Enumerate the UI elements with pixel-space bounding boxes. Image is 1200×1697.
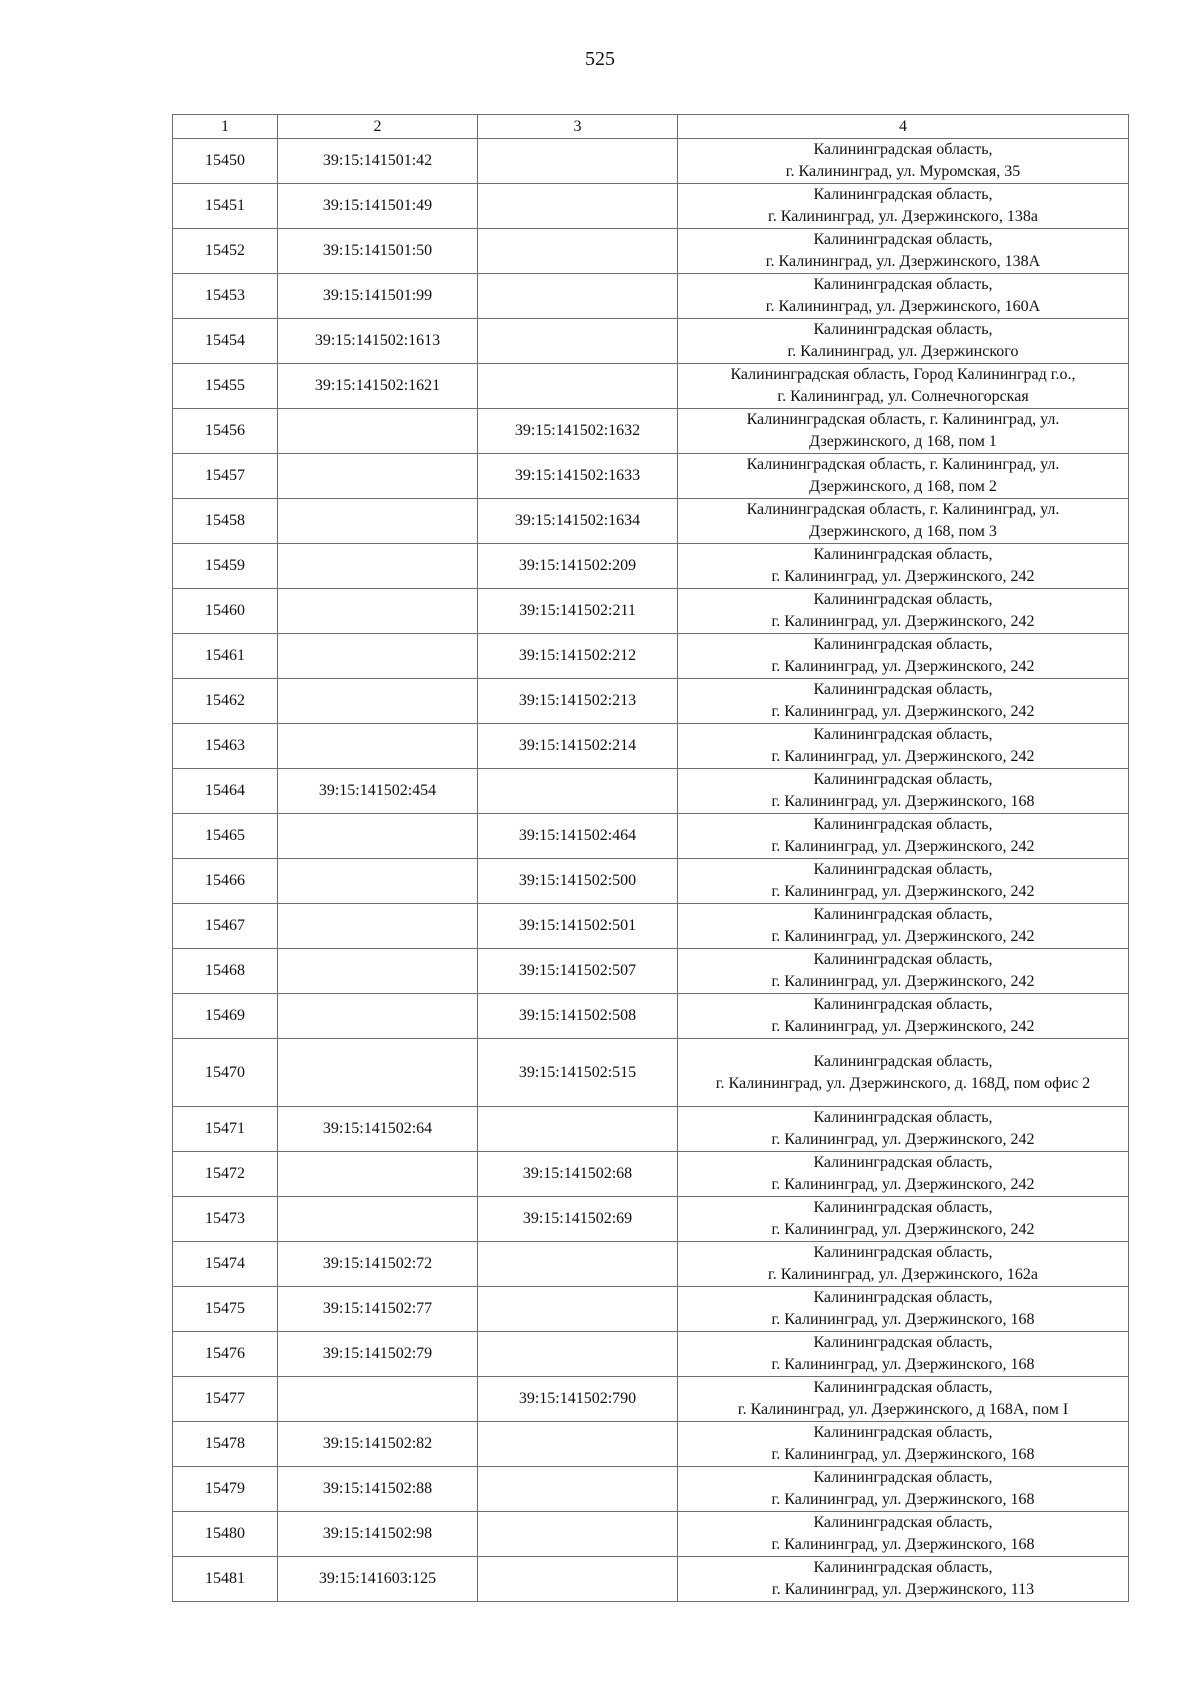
cadastral-number-alt-cell	[478, 319, 678, 364]
table-row	[173, 1107, 1129, 1152]
address-line-region: Калининградская область,	[813, 141, 993, 158]
cadastral-number-cell: 39:15:141502:82	[278, 1422, 478, 1467]
address-line-street: г. Калининград, ул. Солнечногорская	[777, 388, 1029, 405]
table-row	[173, 139, 1129, 184]
address-cell	[678, 319, 1129, 364]
address-line-region: Калининградская область,	[813, 1244, 993, 1261]
address-cell	[678, 409, 1129, 454]
cadastral-number-cell	[278, 544, 478, 589]
row-number-cell: 15467	[173, 904, 278, 949]
address-cell	[678, 1287, 1129, 1332]
cadastral-number-alt-cell	[478, 769, 678, 814]
address-line-region: Калининградская область,	[813, 726, 993, 743]
cadastral-number-alt-cell: 39:15:141502:1632	[478, 409, 678, 454]
address-cell	[678, 859, 1129, 904]
row-number-cell: 15459	[173, 544, 278, 589]
header-row	[173, 115, 1129, 139]
address-line-region: Калининградская область, г. Калининград, ул.	[746, 501, 1060, 518]
address-cell	[678, 1039, 1129, 1107]
address-cell	[678, 544, 1129, 589]
cadastral-number-alt-cell: 39:15:141502:501	[478, 904, 678, 949]
table-row	[173, 1197, 1129, 1242]
address-line-street: Дзержинского, д 168, пом 2	[809, 478, 997, 495]
address-line-street: г. Калининград, ул. Дзержинского, 162а	[767, 1266, 1039, 1283]
address-line-street: г. Калининград, ул. Дзержинского, 242	[771, 1176, 1035, 1193]
address-line-region: Калининградская область,	[813, 321, 993, 338]
table-row	[173, 454, 1129, 499]
address-line-region: Калининградская область,	[813, 906, 993, 923]
address-line-street: г. Калининград, ул. Дзержинского, 242	[771, 1018, 1035, 1035]
address-line-street: г. Калининград, ул. Дзержинского, 168	[771, 1446, 1035, 1463]
address-cell	[678, 454, 1129, 499]
cadastral-number-cell	[278, 634, 478, 679]
cadastral-number-alt-cell	[478, 274, 678, 319]
address-line-region: Калининградская область,	[813, 861, 993, 878]
address-line-region: Калининградская область, г. Калининград, ул.	[746, 456, 1060, 473]
cadastral-number-alt-cell	[478, 1332, 678, 1377]
cadastral-number-alt-cell: 39:15:141502:464	[478, 814, 678, 859]
address-line-street: г. Калининград, ул. Дзержинского, 242	[771, 838, 1035, 855]
address-cell	[678, 274, 1129, 319]
address-line-region: Калининградская область,	[813, 681, 993, 698]
row-number-cell: 15471	[173, 1107, 278, 1152]
cadastral-number-cell	[278, 499, 478, 544]
address-line-street: Дзержинского, д 168, пом 3	[809, 523, 997, 540]
address-cell	[678, 904, 1129, 949]
cadastral-number-cell	[278, 1197, 478, 1242]
address-cell	[678, 1512, 1129, 1557]
row-number-cell: 15470	[173, 1039, 278, 1107]
cadastral-number-alt-cell: 39:15:141502:1634	[478, 499, 678, 544]
address-line-street: Дзержинского, д 168, пом 1	[809, 433, 997, 450]
address-line-street: г. Калининград, ул. Дзержинского, 242	[771, 928, 1035, 945]
address-cell	[678, 814, 1129, 859]
cadastral-number-alt-cell: 39:15:141502:68	[478, 1152, 678, 1197]
row-number-cell: 15478	[173, 1422, 278, 1467]
address-line-region: Калининградская область,	[813, 1379, 993, 1396]
cadastral-number-cell: 39:15:141502:88	[278, 1467, 478, 1512]
address-line-region: Калининградская область,	[813, 1109, 993, 1126]
address-line-street: г. Калининград, ул. Дзержинского, 242	[771, 613, 1035, 630]
cadastral-number-cell	[278, 994, 478, 1039]
table-row	[173, 184, 1129, 229]
row-number-cell: 15453	[173, 274, 278, 319]
table-row	[173, 1512, 1129, 1557]
cadastral-number-cell	[278, 949, 478, 994]
cadastral-number-cell	[278, 409, 478, 454]
cadastral-number-alt-cell: 39:15:141502:212	[478, 634, 678, 679]
address-line-region: Калининградская область,	[813, 231, 993, 248]
row-number-cell: 15451	[173, 184, 278, 229]
cadastral-number-alt-cell	[478, 184, 678, 229]
row-number-cell: 15472	[173, 1152, 278, 1197]
address-line-region: Калининградская область, Город Калининград г.о.,	[730, 366, 1076, 383]
address-line-street: г. Калининград, ул. Дзержинского, д 168А, пом I	[737, 1401, 1069, 1418]
row-number-cell: 15476	[173, 1332, 278, 1377]
table-row	[173, 589, 1129, 634]
cadastral-number-cell: 39:15:141603:125	[278, 1557, 478, 1602]
cadastral-number-cell	[278, 454, 478, 499]
column-header-4: 4	[678, 115, 1129, 139]
cadastral-number-cell	[278, 814, 478, 859]
cadastral-number-cell	[278, 1377, 478, 1422]
cadastral-number-cell: 39:15:141502:72	[278, 1242, 478, 1287]
table-row	[173, 499, 1129, 544]
cadastral-number-cell	[278, 1039, 478, 1107]
cadastral-number-alt-cell	[478, 229, 678, 274]
cadastral-number-alt-cell: 39:15:141502:500	[478, 859, 678, 904]
address-line-street: г. Калининград, ул. Дзержинского, 242	[771, 703, 1035, 720]
table-row	[173, 1422, 1129, 1467]
row-number-cell: 15461	[173, 634, 278, 679]
table-row	[173, 679, 1129, 724]
table-row	[173, 949, 1129, 994]
column-header-2: 2	[278, 115, 478, 139]
cadastral-number-cell	[278, 1152, 478, 1197]
cadastral-number-alt-cell: 39:15:141502:209	[478, 544, 678, 589]
cadastral-number-alt-cell	[478, 1287, 678, 1332]
address-line-region: Калининградская область,	[813, 1424, 993, 1441]
cadastral-number-alt-cell: 39:15:141502:515	[478, 1039, 678, 1107]
address-cell	[678, 1242, 1129, 1287]
cadastral-number-cell	[278, 589, 478, 634]
address-cell	[678, 1197, 1129, 1242]
address-line-street: г. Калининград, ул. Дзержинского, 242	[771, 973, 1035, 990]
cadastral-number-alt-cell: 39:15:141502:790	[478, 1377, 678, 1422]
cadastral-number-alt-cell	[478, 364, 678, 409]
address-line-street: г. Калининград, ул. Дзержинского	[787, 343, 1019, 360]
cadastral-number-alt-cell	[478, 1557, 678, 1602]
cadastral-number-alt-cell: 39:15:141502:508	[478, 994, 678, 1039]
cadastral-number-cell: 39:15:141501:99	[278, 274, 478, 319]
registry-table	[172, 114, 1129, 1602]
address-cell	[678, 184, 1129, 229]
row-number-cell: 15463	[173, 724, 278, 769]
cadastral-number-alt-cell	[478, 1107, 678, 1152]
row-number-cell: 15456	[173, 409, 278, 454]
address-line-street: г. Калининград, ул. Дзержинского, 168	[771, 1356, 1035, 1373]
table-row	[173, 1377, 1129, 1422]
address-line-region: Калининградская область,	[813, 1289, 993, 1306]
row-number-cell: 15457	[173, 454, 278, 499]
address-line-region: Калининградская область,	[813, 996, 993, 1013]
address-line-region: Калининградская область,	[813, 636, 993, 653]
address-line-region: Калининградская область,	[813, 1559, 993, 1576]
cadastral-number-alt-cell: 39:15:141502:214	[478, 724, 678, 769]
row-number-cell: 15468	[173, 949, 278, 994]
cadastral-number-cell	[278, 724, 478, 769]
table-row	[173, 229, 1129, 274]
address-cell	[678, 499, 1129, 544]
row-number-cell: 15473	[173, 1197, 278, 1242]
address-cell	[678, 139, 1129, 184]
table-row	[173, 1039, 1129, 1107]
cadastral-number-cell: 39:15:141501:49	[278, 184, 478, 229]
address-cell	[678, 1557, 1129, 1602]
address-cell	[678, 679, 1129, 724]
page-number: 525	[585, 48, 615, 70]
address-line-street: г. Калининград, ул. Дзержинского, 168	[771, 1491, 1035, 1508]
row-number-cell: 15480	[173, 1512, 278, 1557]
table-row	[173, 1152, 1129, 1197]
cadastral-number-cell: 39:15:141502:1621	[278, 364, 478, 409]
cadastral-number-alt-cell: 39:15:141502:211	[478, 589, 678, 634]
row-number-cell: 15452	[173, 229, 278, 274]
row-number-cell: 15450	[173, 139, 278, 184]
address-line-street: г. Калининград, ул. Дзержинского, 160А	[765, 298, 1041, 315]
row-number-cell: 15464	[173, 769, 278, 814]
cadastral-number-cell: 39:15:141502:98	[278, 1512, 478, 1557]
address-cell	[678, 229, 1129, 274]
row-number-cell: 15455	[173, 364, 278, 409]
address-line-region: Калининградская область,	[813, 816, 993, 833]
table-row	[173, 634, 1129, 679]
address-line-region: Калининградская область,	[813, 771, 993, 788]
address-line-region: Калининградская область,	[813, 186, 993, 203]
row-number-cell: 15477	[173, 1377, 278, 1422]
address-line-street: г. Калининград, ул. Дзержинского, 242	[771, 883, 1035, 900]
table-row	[173, 859, 1129, 904]
address-line-region: Калининградская область,	[813, 1514, 993, 1531]
address-line-region: Калининградская область,	[813, 1154, 993, 1171]
address-cell	[678, 634, 1129, 679]
cadastral-number-cell: 39:15:141501:50	[278, 229, 478, 274]
address-line-region: Калининградская область, г. Калининград, ул.	[746, 411, 1060, 428]
table-row	[173, 1467, 1129, 1512]
address-line-street: г. Калининград, ул. Дзержинского, 242	[771, 1221, 1035, 1238]
cadastral-number-cell	[278, 859, 478, 904]
cadastral-number-alt-cell	[478, 1242, 678, 1287]
cadastral-number-cell: 39:15:141502:79	[278, 1332, 478, 1377]
table-row	[173, 274, 1129, 319]
row-number-cell: 15475	[173, 1287, 278, 1332]
row-number-cell: 15465	[173, 814, 278, 859]
address-line-street: г. Калининград, ул. Дзержинского, 242	[771, 658, 1035, 675]
cadastral-number-cell: 39:15:141502:64	[278, 1107, 478, 1152]
address-line-street: г. Калининград, ул. Дзержинского, 138а	[767, 208, 1039, 225]
table-row	[173, 544, 1129, 589]
address-line-region: Калининградская область,	[813, 1199, 993, 1216]
row-number-cell: 15479	[173, 1467, 278, 1512]
cadastral-number-cell: 39:15:141502:1613	[278, 319, 478, 364]
address-line-street: г. Калининград, ул. Муромская, 35	[785, 163, 1021, 180]
row-number-cell: 15454	[173, 319, 278, 364]
address-cell	[678, 1377, 1129, 1422]
address-line-street: г. Калининград, ул. Дзержинского, 242	[771, 568, 1035, 585]
address-line-street: г. Калининград, ул. Дзержинского, 168	[771, 1536, 1035, 1553]
address-cell	[678, 1332, 1129, 1377]
address-cell	[678, 994, 1129, 1039]
table-row	[173, 319, 1129, 364]
row-number-cell: 15458	[173, 499, 278, 544]
cadastral-number-cell	[278, 904, 478, 949]
cadastral-number-cell: 39:15:141502:77	[278, 1287, 478, 1332]
address-line-region: Калининградская область,	[813, 951, 993, 968]
cadastral-number-cell: 39:15:141502:454	[278, 769, 478, 814]
row-number-cell: 15462	[173, 679, 278, 724]
row-number-cell: 15474	[173, 1242, 278, 1287]
table-row	[173, 1332, 1129, 1377]
table-row	[173, 409, 1129, 454]
column-header-3: 3	[478, 115, 678, 139]
address-cell	[678, 949, 1129, 994]
table-row	[173, 724, 1129, 769]
address-line-region: Калининградская область,	[813, 1052, 993, 1070]
row-number-cell: 15466	[173, 859, 278, 904]
cadastral-number-alt-cell: 39:15:141502:69	[478, 1197, 678, 1242]
address-line-street: г. Калининград, ул. Дзержинского, 242	[771, 1131, 1035, 1148]
address-cell	[678, 769, 1129, 814]
cadastral-number-alt-cell	[478, 1467, 678, 1512]
address-line-street: г. Калининград, ул. Дзержинского, 168	[771, 793, 1035, 810]
table-row	[173, 1557, 1129, 1602]
address-cell	[678, 1467, 1129, 1512]
column-header-1: 1	[173, 115, 278, 139]
address-line-region: Калининградская область,	[813, 591, 993, 608]
address-line-region: Калининградская область,	[813, 1334, 993, 1351]
table-row	[173, 994, 1129, 1039]
cadastral-number-alt-cell	[478, 1512, 678, 1557]
table-row	[173, 904, 1129, 949]
table-body	[173, 139, 1129, 1602]
address-cell	[678, 724, 1129, 769]
table-row	[173, 769, 1129, 814]
address-cell	[678, 1107, 1129, 1152]
address-line-street: г. Калининград, ул. Дзержинского, 138А	[765, 253, 1041, 270]
cadastral-number-alt-cell: 39:15:141502:1633	[478, 454, 678, 499]
cadastral-number-alt-cell	[478, 139, 678, 184]
address-line-region: Калининградская область,	[813, 276, 993, 293]
cadastral-number-cell: 39:15:141501:42	[278, 139, 478, 184]
address-cell	[678, 1152, 1129, 1197]
address-line-street: г. Калининград, ул. Дзержинского, 168	[771, 1311, 1035, 1328]
cadastral-number-alt-cell: 39:15:141502:213	[478, 679, 678, 724]
cadastral-number-alt-cell	[478, 1422, 678, 1467]
table-row	[173, 1287, 1129, 1332]
row-number-cell: 15481	[173, 1557, 278, 1602]
address-line-street: г. Калининград, ул. Дзержинского, д. 168Д, пом офис 2	[715, 1074, 1091, 1092]
address-cell	[678, 1422, 1129, 1467]
row-number-cell: 15460	[173, 589, 278, 634]
table-row	[173, 814, 1129, 859]
table-row	[173, 364, 1129, 409]
address-line-street: г. Калининград, ул. Дзержинского, 113	[771, 1581, 1035, 1598]
cadastral-number-alt-cell: 39:15:141502:507	[478, 949, 678, 994]
address-cell	[678, 589, 1129, 634]
table-row	[173, 1242, 1129, 1287]
address-line-region: Калининградская область,	[813, 1469, 993, 1486]
address-line-region: Калининградская область,	[813, 546, 993, 563]
row-number-cell: 15469	[173, 994, 278, 1039]
address-cell	[678, 364, 1129, 409]
address-line-street: г. Калининград, ул. Дзержинского, 242	[771, 748, 1035, 765]
cadastral-number-cell	[278, 679, 478, 724]
